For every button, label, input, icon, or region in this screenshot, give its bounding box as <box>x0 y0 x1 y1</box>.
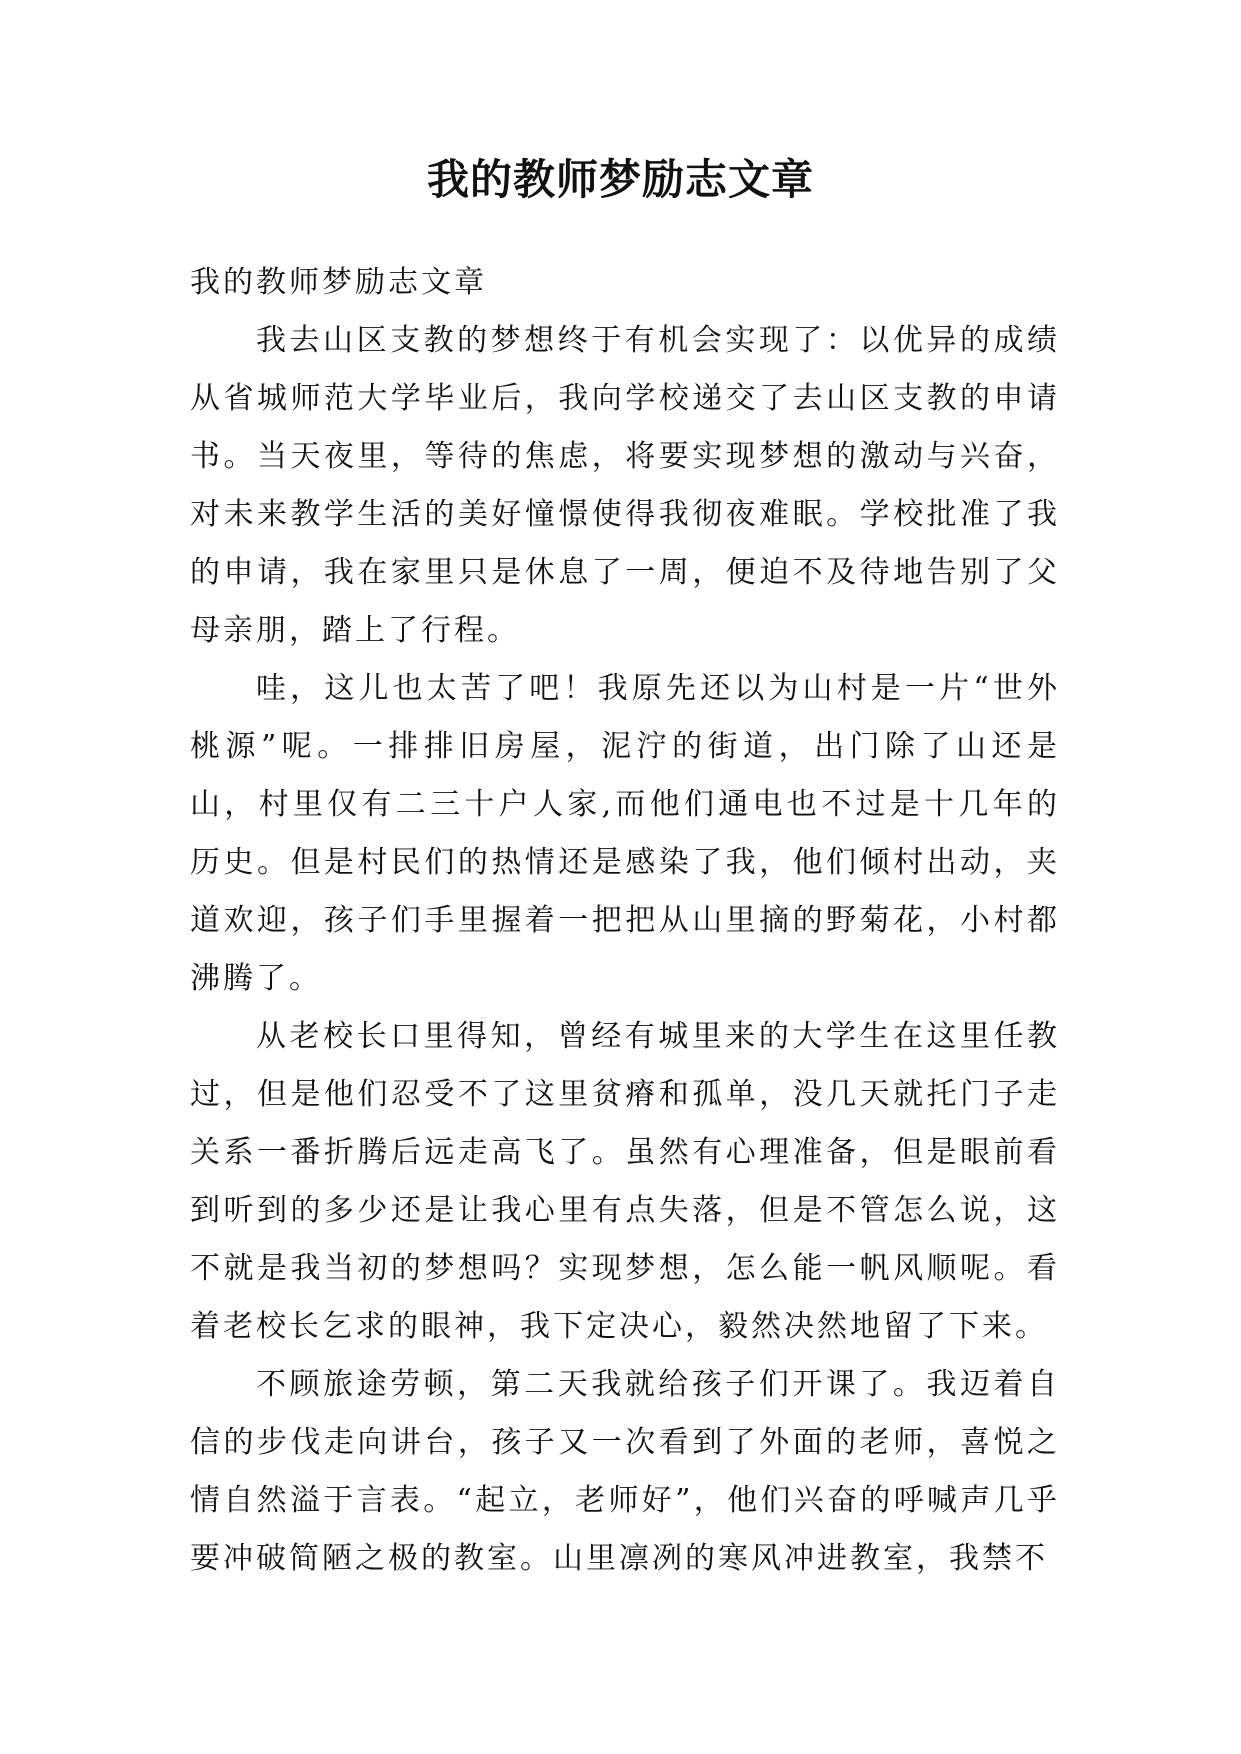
paragraph: 哇，这儿也太苦了吧！我原先还以为山村是一片“世外桃源”呢。一排排旧房屋，泥泞的街道，出门除了山还是山，村里仅有二三十户人家,而他们通电也不过是十几年的历史。但是村民们的热情还是感染了我，他们倾村出动，夹道欢迎，孩子们手里握着一把把从山里摘的野菊花，小村都沸腾了。 <box>190 671 1060 996</box>
paragraph: 从老校长口里得知，曾经有城里来的大学生在这里任教过，但是他们忍受不了这里贫瘠和孤单，没几天就托门子走关系一番折腾后远走高飞了。虽然有心理准备，但是眼前看到听到的多少还是让我心里有点失落，但是不管怎么说，这不就是我当初的梦想吗？实现梦想，怎么能一帆风顺呢。看着老校长乞求的眼神，我下定决心，毅然决然地留了下来。 <box>190 1019 1060 1344</box>
document-subtitle: 我的教师梦励志文章 <box>190 265 487 300</box>
paragraph: 不顾旅途劳顿，第二天我就给孩子们开课了。我迈着自信的步伐走向讲台，孩子又一次看到了外面的老师，喜悦之情自然溢于言表。“起立，老师好”，他们兴奋的呼喊声几乎要冲破简陋之极的教室。山里凛冽的寒风冲进教室，我禁不 <box>190 1367 1060 1576</box>
paragraph: 我去山区支教的梦想终于有机会实现了：以优异的成绩从省城师范大学毕业后，我向学校递交了去山区支教的申请书。当天夜里，等待的焦虑，将要实现梦想的激动与兴奋，对未来教学生活的美好憧憬使得我彻夜难眠。学校批准了我的申请，我在家里只是休息了一周，便迫不及待地告别了父母亲朋，踏上了行程。 <box>190 323 1060 648</box>
document-title: 我的教师梦励志文章 <box>426 155 814 204</box>
document-body <box>190 254 1060 1588</box>
